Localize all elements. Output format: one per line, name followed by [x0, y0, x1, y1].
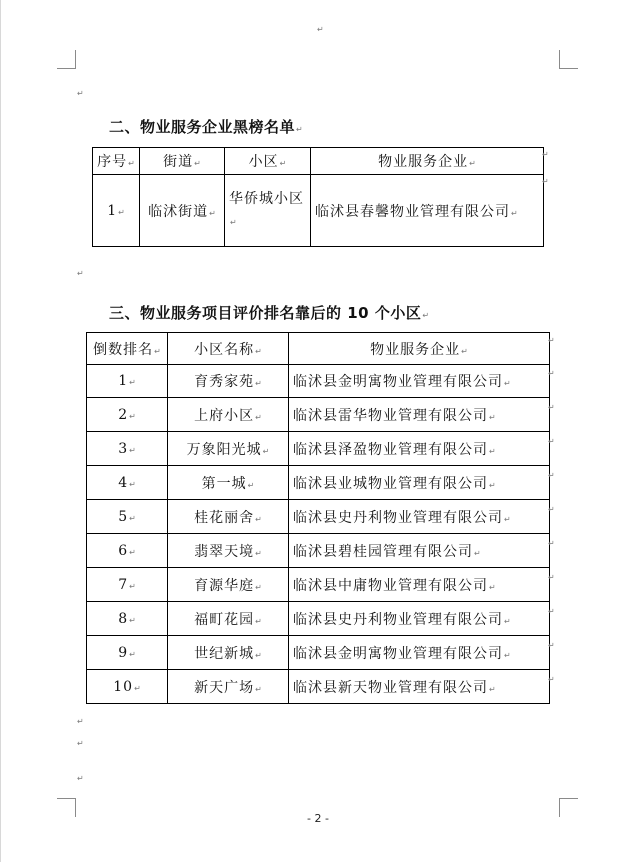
- column-header: 物业服务企业↵: [289, 333, 550, 365]
- paragraph-mark: ↵: [77, 717, 84, 726]
- table-row: [87, 365, 550, 398]
- table-cell-community: 第一城↵: [168, 466, 289, 500]
- ranking-table: [86, 332, 550, 704]
- table-cell-rank: 1↵: [87, 365, 168, 398]
- paragraph-mark: ↵: [317, 25, 324, 34]
- paragraph-mark: ↵: [77, 269, 84, 278]
- column-header: 倒数排名↵: [87, 333, 168, 365]
- table-cell-company: 临沭县雷华物业管理有限公司↵: [289, 398, 550, 432]
- table-cell-community: 福町花园↵: [168, 602, 289, 636]
- table-row: [87, 398, 550, 432]
- table-cell-rank: 7↵: [87, 568, 168, 602]
- row-end-mark: ↵: [548, 573, 555, 582]
- row-end-mark: ↵: [548, 675, 555, 684]
- table-cell-community: 新天广场↵: [168, 670, 289, 704]
- table-cell-community: 育源华庭↵: [168, 568, 289, 602]
- table-header-row: [87, 333, 550, 365]
- table-cell-company: 临沭县泽盈物业管理有限公司↵: [289, 432, 550, 466]
- row-end-mark: ↵: [548, 369, 555, 378]
- table-cell-community: 万象阳光城↵: [168, 432, 289, 466]
- paragraph-mark: ↵: [422, 311, 430, 320]
- table-row: [87, 500, 550, 534]
- row-end-mark: ↵: [548, 641, 555, 650]
- column-header: 街道↵: [140, 148, 225, 175]
- table-row: [87, 636, 550, 670]
- column-header: 序号↵: [93, 148, 140, 175]
- table-cell-community: 上府小区↵: [168, 398, 289, 432]
- column-header: 物业服务企业↵: [311, 148, 544, 175]
- table-row: [87, 568, 550, 602]
- table-cell-company: 临沭县金明寓物业管理有限公司↵: [289, 365, 550, 398]
- table-row: [87, 602, 550, 636]
- section3-title: 三、物业服务项目评价排名靠后的 10 个小区: [109, 304, 422, 322]
- row-end-mark: ↵: [548, 403, 555, 412]
- table-cell-no: 1↵: [93, 175, 140, 247]
- page-number: - 2 -: [307, 812, 329, 825]
- column-header: 小区↵: [225, 148, 311, 175]
- row-end-mark: ↵: [548, 471, 555, 480]
- blacklist-table: [92, 147, 544, 247]
- table-cell-rank: 2↵: [87, 398, 168, 432]
- table-cell-rank: 6↵: [87, 534, 168, 568]
- section2-heading: [109, 116, 303, 137]
- table-row: [87, 432, 550, 466]
- paragraph-mark: ↵: [77, 89, 84, 98]
- row-end-mark: ↵: [542, 150, 549, 159]
- table-cell-company: 临沭县春馨物业管理有限公司↵: [311, 175, 544, 247]
- row-end-mark: ↵: [542, 177, 549, 186]
- paragraph-mark: ↵: [77, 774, 84, 783]
- table-cell-company: 临沭县金明寓物业管理有限公司↵: [289, 636, 550, 670]
- table-row: [93, 175, 544, 247]
- crop-mark-top-left: [57, 50, 76, 69]
- row-end-mark: ↵: [548, 336, 555, 345]
- table-cell-rank: 8↵: [87, 602, 168, 636]
- table-cell-community: 华侨城小区↵: [225, 175, 311, 247]
- table-cell-company: 临沭县新天物业管理有限公司↵: [289, 670, 550, 704]
- section3-heading: [109, 302, 429, 323]
- table-cell-company: 临沭县业城物业管理有限公司↵: [289, 466, 550, 500]
- table-row: [87, 670, 550, 704]
- table-cell-community: 翡翠天境↵: [168, 534, 289, 568]
- table-cell-community: 世纪新城↵: [168, 636, 289, 670]
- paragraph-mark: ↵: [296, 125, 303, 134]
- table-row: [87, 466, 550, 500]
- table-row: [87, 534, 550, 568]
- section2-title: 二、物业服务企业黑榜名单: [109, 118, 296, 136]
- row-end-mark: ↵: [548, 607, 555, 616]
- table-cell-rank: 10↵: [87, 670, 168, 704]
- row-end-mark: ↵: [548, 505, 555, 514]
- table-cell-community: 育秀家苑↵: [168, 365, 289, 398]
- table-header-row: [93, 148, 544, 175]
- table-cell-company: 临沭县中庸物业管理有限公司↵: [289, 568, 550, 602]
- row-end-mark: ↵: [548, 437, 555, 446]
- table-cell-street: 临沭街道↵: [140, 175, 225, 247]
- crop-mark-top-right: [559, 50, 578, 69]
- table-cell-rank: 5↵: [87, 500, 168, 534]
- row-end-mark: ↵: [548, 539, 555, 548]
- column-header: 小区名称↵: [168, 333, 289, 365]
- table-cell-rank: 4↵: [87, 466, 168, 500]
- table-cell-company: 临沭县史丹利物业管理有限公司↵: [289, 500, 550, 534]
- table-cell-rank: 9↵: [87, 636, 168, 670]
- table-cell-company: 临沭县史丹利物业管理有限公司↵: [289, 602, 550, 636]
- table-cell-rank: 3↵: [87, 432, 168, 466]
- paragraph-mark: ↵: [77, 739, 84, 748]
- table-cell-company: 临沭县碧桂园管理有限公司↵: [289, 534, 550, 568]
- table-cell-community: 桂花丽舍↵: [168, 500, 289, 534]
